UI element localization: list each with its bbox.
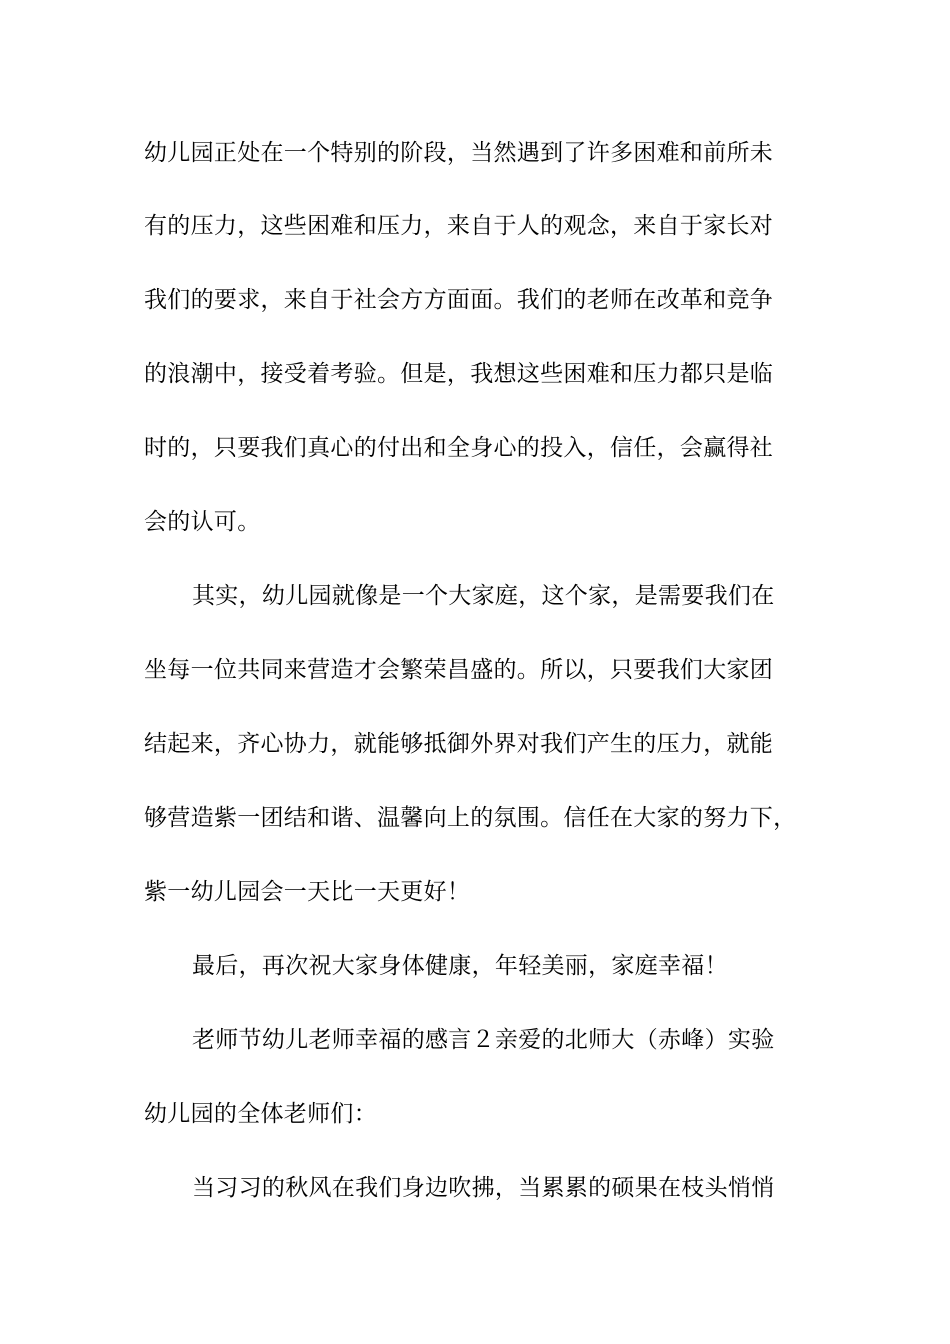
text-line: 有的压力，这些困难和压力，来自于人的观念，来自于家长对 <box>144 213 774 239</box>
text-line: 结起来，齐心协力，就能够抵御外界对我们产生的压力，就能 <box>144 731 774 757</box>
text-line: 够营造紫一团结和谐、温馨向上的氛围。信任在大家的努力下， <box>144 805 797 831</box>
paragraph-start-line: 其实，幼儿园就像是一个大家庭，这个家，是需要我们在 <box>192 583 775 609</box>
text-line: 紫一幼儿园会一天比一天更好！ <box>144 879 471 905</box>
paragraph-start-line: 老师节幼儿老师幸福的感言２亲爱的北师大（赤峰）实验 <box>192 1027 775 1053</box>
text-line: 会的认可。 <box>144 509 261 535</box>
paragraph-start-line: 当习习的秋风在我们身边吹拂，当累累的硕果在枝头悄悄 <box>192 1175 775 1201</box>
text-line: 时的，只要我们真心的付出和全身心的投入，信任，会赢得社 <box>144 435 774 461</box>
text-line: 坐每一位共同来营造才会繁荣昌盛的。所以，只要我们大家团 <box>144 657 774 683</box>
text-line: 的浪潮中，接受着考验。但是，我想这些困难和压力都只是临 <box>144 361 774 387</box>
text-line: 幼儿园的全体老师们： <box>144 1101 377 1127</box>
text-line: 我们的要求，来自于社会方方面面。我们的老师在改革和竞争 <box>144 287 774 313</box>
paragraph-start-line: 最后，再次祝大家身体健康，年轻美丽，家庭幸福！ <box>192 953 728 979</box>
text-line: 幼儿园正处在一个特别的阶段，当然遇到了许多困难和前所未 <box>144 140 774 166</box>
